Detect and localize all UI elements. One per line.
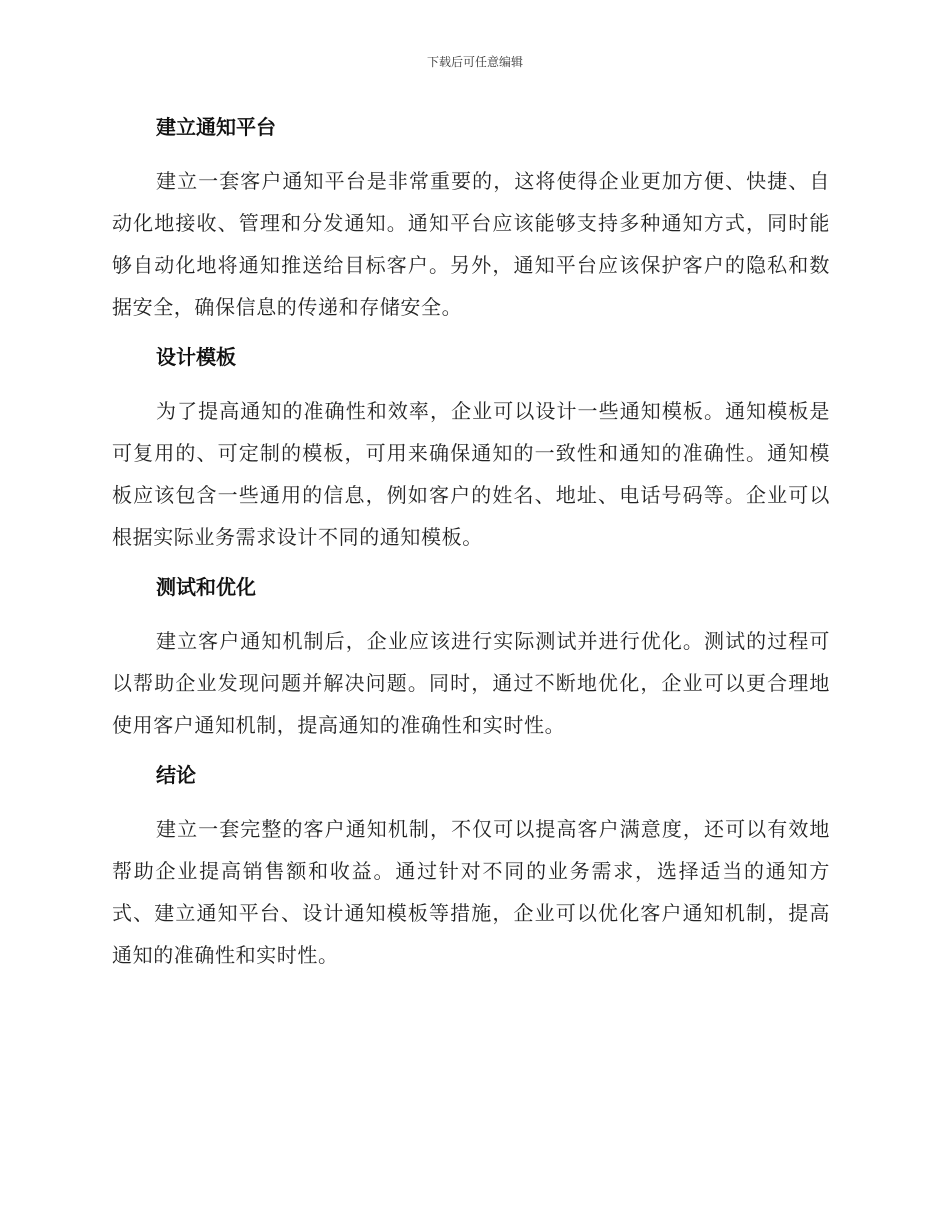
section-paragraph: 建立一套客户通知平台是非常重要的，这将使得企业更加方便、快捷、自动化地接收、管理和分发通知。通知平台应该能够支持多种通知方式，同时能够自动化地将通知推送给目标客户。另外，通知平台应该保护客户的隐私和数据安全，确保信息的传递和存储安全。: [112, 169, 830, 319]
section-platform: [112, 108, 830, 338]
section-paragraph: 建立客户通知机制后，企业应该进行实际测试并进行优化。测试的过程可以帮助企业发现问题并解决问题。同时，通过不断地优化，企业可以更合理地使用客户通知机制，提高通知的准确性和实时性。: [112, 629, 830, 737]
section-heading: 建立通知平台: [156, 115, 276, 139]
section-heading: 结论: [156, 763, 196, 787]
section-paragraph: 建立一套完整的客户通知机制，不仅可以提高客户满意度，还可以有效地帮助企业提高销售额和收益。通过针对不同的业务需求，选择适当的通知方式、建立通知平台、设计通知模板等措施，企业可以优化客户通知机制，提高通知的准确性和实时性。: [112, 817, 830, 967]
section-paragraph: 为了提高通知的准确性和效率，企业可以设计一些通知模板。通知模板是可复用的、可定制的模板，可用来确保通知的一致性和通知的准确性。通知模板应该包含一些通用的信息，例如客户的姓名、地址、电话号码等。企业可以根据实际业务需求设计不同的通知模板。: [112, 399, 830, 549]
document-body: [112, 108, 830, 976]
section-conclusion: [112, 756, 830, 976]
section-heading: 设计模板: [156, 345, 236, 369]
section-testing: [112, 568, 830, 756]
section-heading: 测试和优化: [156, 575, 256, 599]
header-note: 下载后可任意编辑: [426, 55, 523, 69]
section-templates: [112, 338, 830, 568]
